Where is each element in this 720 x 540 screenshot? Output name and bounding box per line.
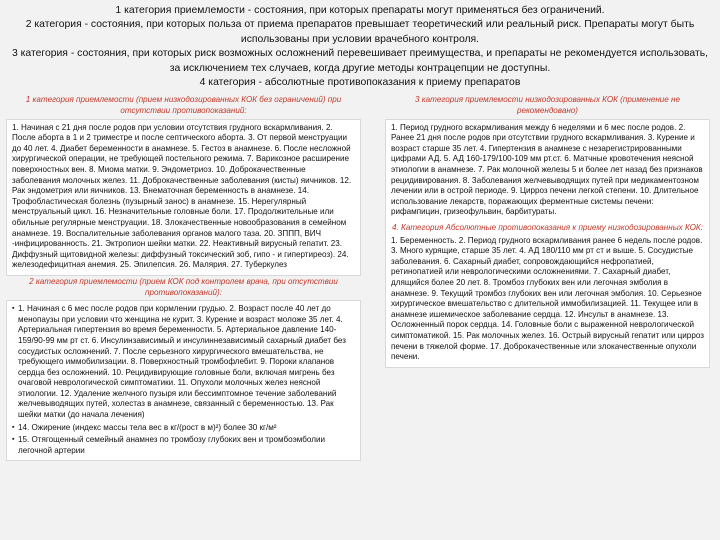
intro-line-4: 4 категория - абсолютные противопоказания к приему препаратов bbox=[199, 77, 521, 89]
category-1-header: 1 категория приемлемости (прием низкодозированных КОК без ограничений) при отсутствии противопоказаний: bbox=[25, 95, 342, 116]
intro-line-3: 3 категория - состояния, при которых риск возможных осложнений перевешивает преимущества, и препараты не рекомендуется использовать, за исключением тех случаев, когда другие методы контрацепции не доступны. bbox=[11, 48, 709, 74]
category-3-header: 3 категория приемлемости низкодозированных КОК (применение не рекомендовано) bbox=[415, 95, 680, 116]
category-1-text: 1. Начиная с 21 дня после родов при условии отсутствия грудного вскармливания. 2. После аборта в 1 и 2 триместре и после септического аборта. 3. От первой менструации до 40 лет. 4. Диабет беременности в анамнезе. 5. Гестоз в анамнезе. 6. После несложной хирургической операции, не требующей постельного режима. 7. Варикозное расширение поверхностных вен. 8. Миома матки. 9. Эндометриоз. 10. Доброкачественные заболевания молочных желез. 11. Доброкачественные заболевания (кисты) яичников. 12. Рак эндометрия или яичников. 13. Внематочная беременность в анамнезе. 14. Трофобластическая болезнь (пузырный занос) в анамнезе. 15. Нерегулярный менструальный цикл. 16. Незначительные головные боли. 17. Продолжительные или обильные регулярные менструации. 18. Злокачественные новообразования в семейном анамнезе. 19. Воспалительные заболевания органов малого таза. 20. ЗППП, ВИЧ -инфицированность. 21. Эктропион шейки матки. 22. Неактивный вирусный гепатит. 23. Диффузный щитовидной железы: диффузный токсический зоб, гипо - и гипертиреоз). 24. железодефицитная анемия. 25. Эпилепсия. 26. Малярия. 27. Туберкулез bbox=[12, 122, 352, 270]
category-2-list bbox=[12, 304, 355, 456]
category-3-text: 1. Период грудного вскармливания между 6 неделями и 6 мес после родов. 2. Ранее 21 дня после родов при отсутствии грудного вскармливания. 3. Курение и возраст старше 35 лет. 4. Гипертензия в анамнезе с незарегистрированными цифрами АД. 5. АД 160-179/100-109 мм рт.ст. 6. Матчные кровотечения неясной этиологии в анамнезе. 7. Рак молочной железы 5 и более лет назад без признаков рецидивирования. 8. Заболевания желчевыводящих путей при медикаментозном лечении или в острой периоде. 9. Цирроз печени легкой степени. 10. Длительное использование лекарств, поражающих ферментные системы печени: рифампицин, гризеофульвин, барбитураты. bbox=[391, 122, 703, 217]
intro-line-2: 2 категория - состояния, при которых польза от приема препаратов превышает теоретический или реальный риск. Препараты могут быть использованы при условии врачебного контроля. bbox=[25, 19, 695, 45]
category-intro bbox=[10, 4, 710, 90]
category-1-box bbox=[6, 119, 361, 276]
right-column bbox=[385, 94, 710, 461]
category-2-box bbox=[6, 300, 361, 461]
intro-line-1: 1 категория приемлемости - состояния, при которых препараты могут применяться без ограничений. bbox=[115, 5, 605, 16]
category-4-text: 1. Беременность. 2. Период грудного вскармливания ранее 6 недель после родов. 3. Много курящие, старше 35 лет. 4. АД 180/110 мм рт ст и выше. 5. Сосудистые заболевания. 6. Сахарный диабет, сопровождающийся нефропатией, ретинопатией или неврологическими осложнениями. 7. Сахарный диабет, длящийся более 20 лет. 8. Тромбоз глубоких вен или легочная эмболия в анамнезе. 9. Текущий тромбоз глубоких вен или легочная эмболия. 10. Серьезное хирургическое вмешательство с длительной иммобилизацией. 11. Текущее или в анамнезе ишемическое заболевание сердца. 12. Инсульт в анамнезе. 13. Осложненный порок сердца. 14. Головные боли с выраженной неврологической симптоматикой. 15. Рак молочных желез. 16. Острый вирусный гепатит или цирроз печени в тяжелой форме. 17. Доброкачественные или злокачественные опухоли печени. bbox=[391, 235, 704, 362]
columns bbox=[6, 94, 714, 461]
category-4-header: 4. Категория Абсолютные противопоказания к приему низкодозированных КОК: bbox=[392, 222, 703, 232]
list-item: ▪ 1. Начиная с 6 мес после родов при кормлении грудью. 2. Возраст после 40 лет до менопаузы при условии что женщина не курит. 3. Курение и возраст моложе 35 лет. 4. Артериальная гипертензия во время беременности. 5. Артериальное давление 140-159/90-99 мм рт ст. 6. Инсулинзависимый и инсулиннезависимый сахарный диабет без сосудистых осложнений. 7. После серьезного хирургического вмешательства, не требующего иммобилизации. 8. Поверхностный тромбофлебит. 9. Пороки клапанов сердца без осложнений. 10. Рецидивирующие головные боли, включая мигрень без очаговой неврологической симптоматики. 11. Опухоли молочных желез неясной этиологии. 12. Удаление желчного пузыря или бессимптомное течение заболеваний желчевыводящих путей, холестаз в анамнезе, связанный с беременностью. 13. Рак шейки матки (до начала лечения) bbox=[12, 304, 355, 421]
list-item: ▪ 15. Отягощенный семейный анамнез по тромбозу глубоких вен и тромбоэмболии легочной артерии bbox=[12, 435, 355, 456]
category-2-header: 2 категория приемлемости (прием КОК под контролем врача, при отсутствии противопоказаний): bbox=[29, 276, 338, 297]
left-column bbox=[6, 94, 361, 461]
list-item: ▪ 14. Ожирение (индекс массы тела вес в кг/(рост в м)²) более 30 кг/м² bbox=[12, 423, 355, 434]
category-3-4-box bbox=[385, 119, 710, 368]
